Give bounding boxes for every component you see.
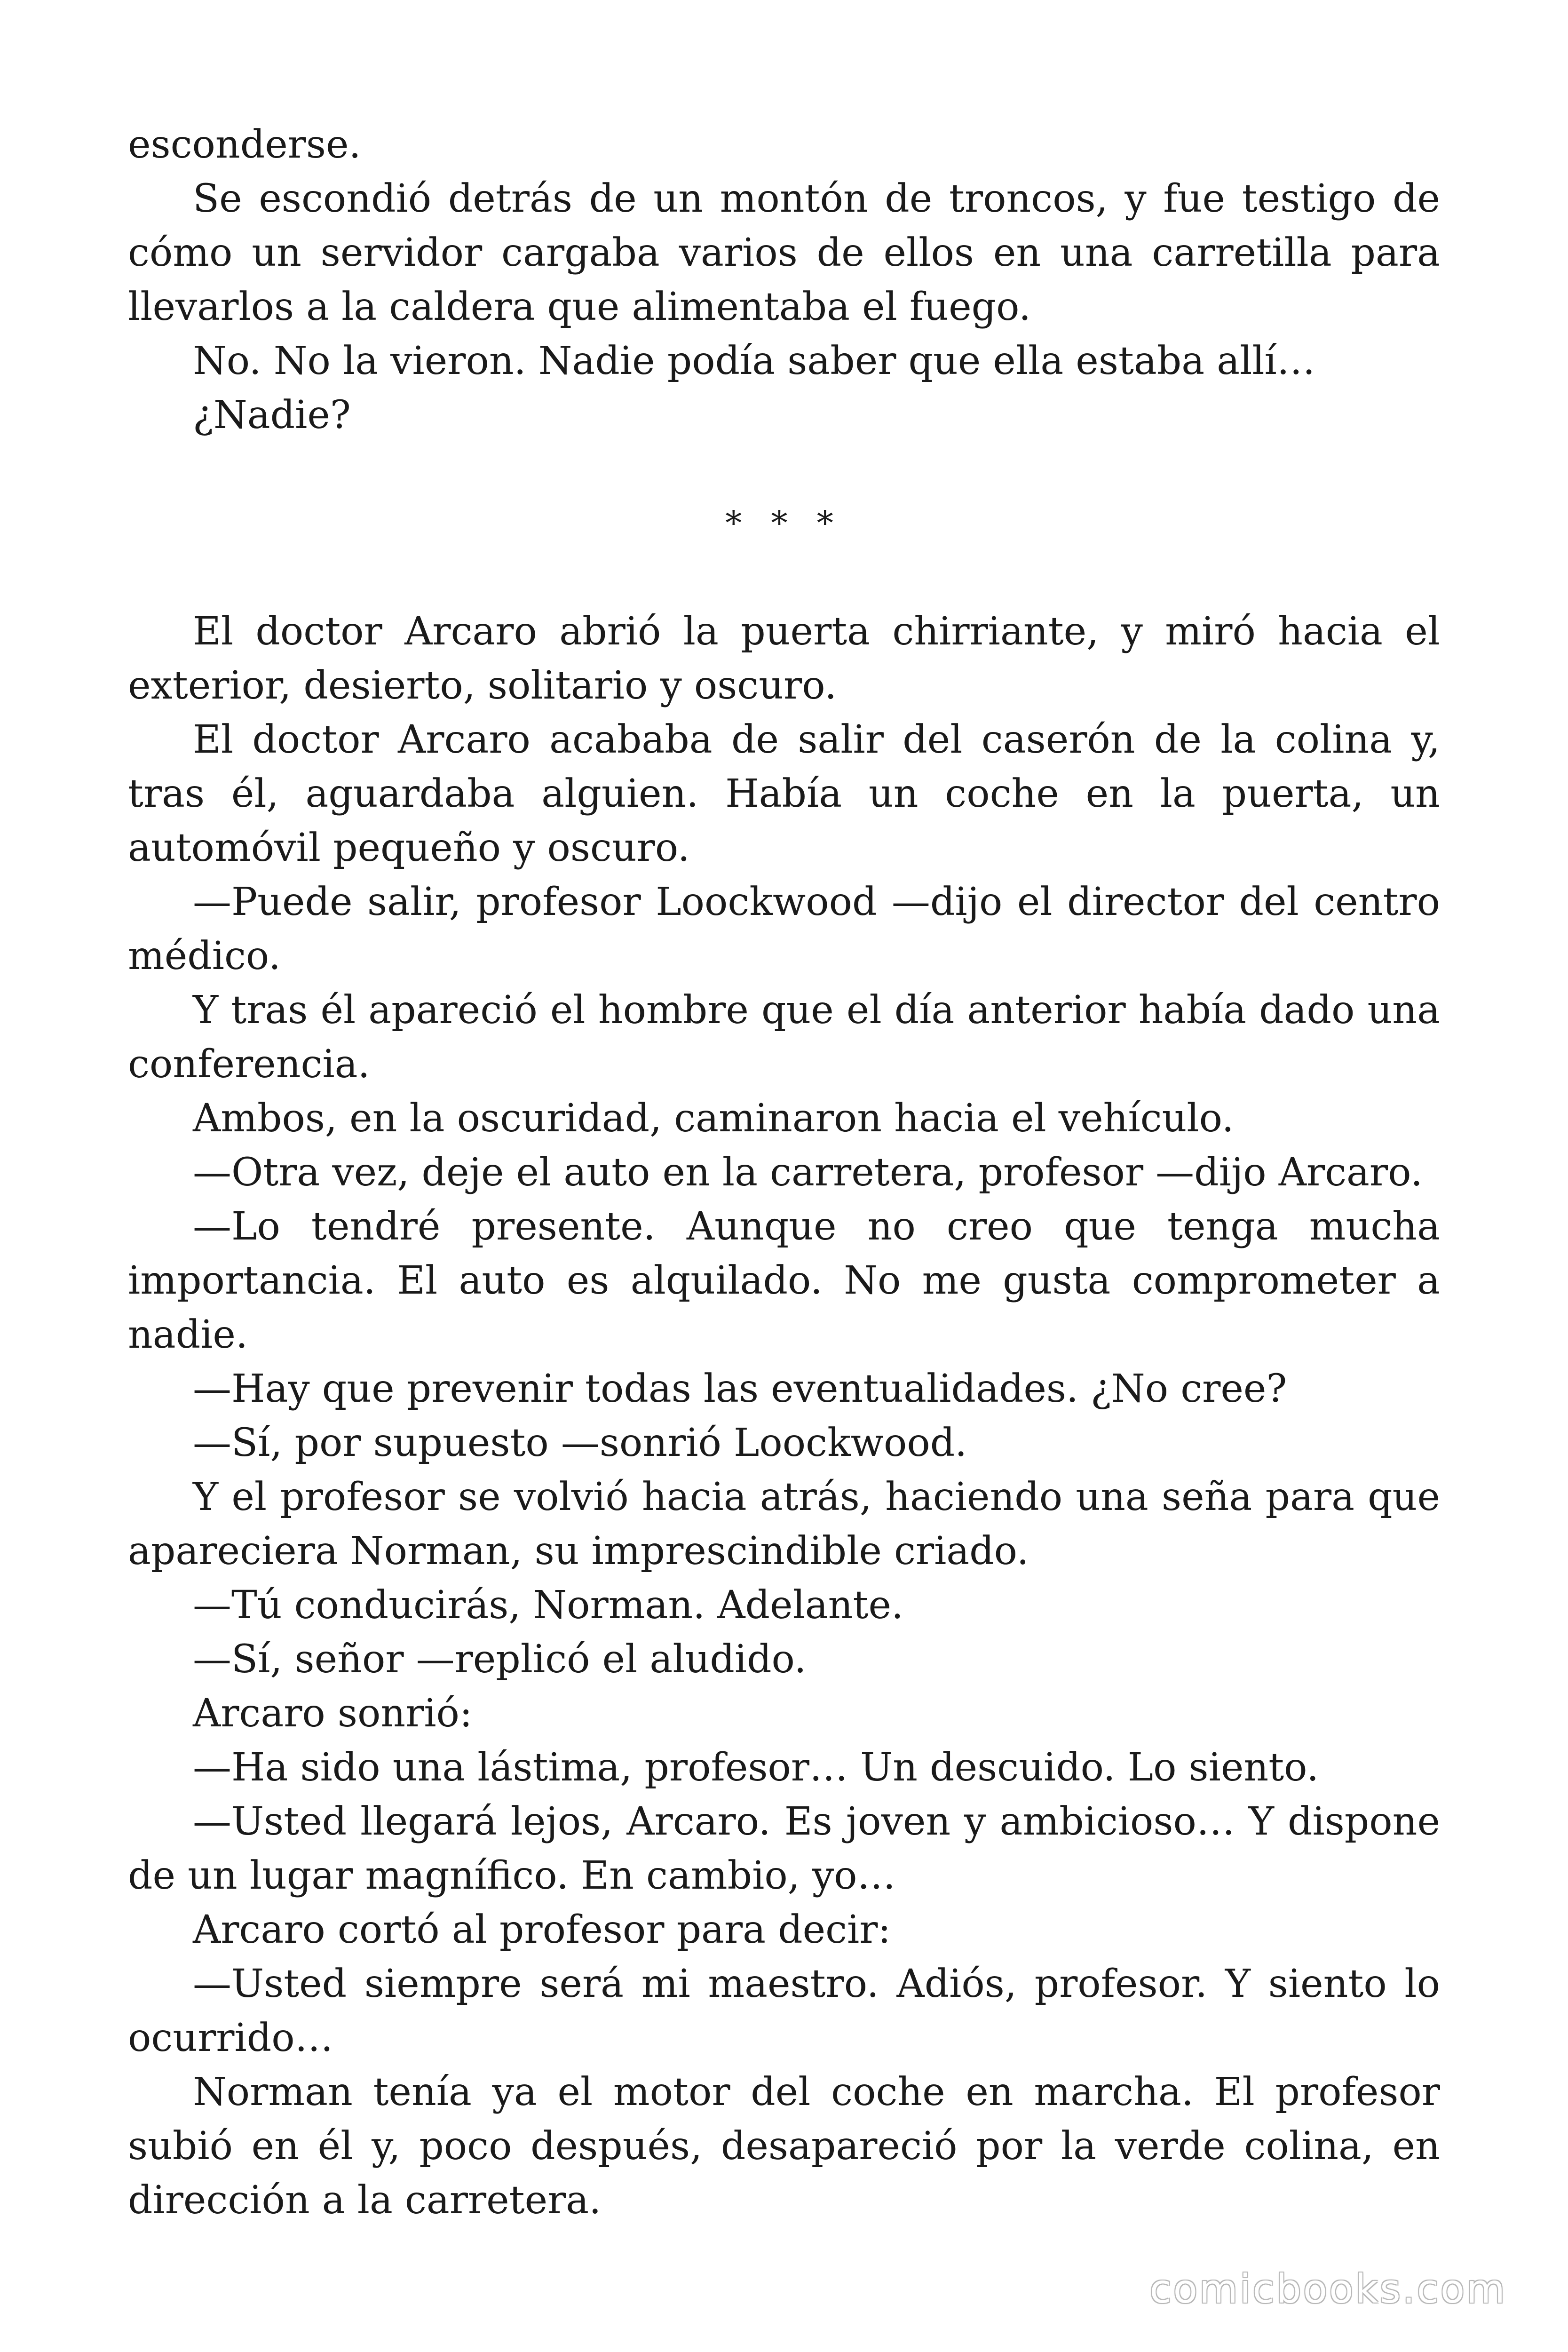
scene-break: * * * [725,504,843,542]
paragraph: —Tú conducirás, Norman. Adelante. [193,1583,904,1628]
paragraph: Ambos, en la oscuridad, caminaron hacia el vehículo. [193,1096,1234,1141]
paragraph: Norman tenía ya el motor del coche en marcha. El profesor subió en él y, poco después, desapareció por la verde colina, en dirección a la carretera. [128,2070,1440,2223]
paragraph: —Puede salir, profesor Loockwood —dijo el director del centro médico. [128,880,1440,978]
paragraph: El doctor Arcaro acababa de salir del caserón de la colina y, tras él, aguardaba alguien. Había un coche en la puerta, un automóvil pequeño y oscuro. [128,717,1440,870]
paragraph: Arcaro sonrió: [193,1691,473,1736]
paragraph: —Sí, señor —replicó el aludido. [193,1637,807,1682]
paragraph: —Usted llegará lejos, Arcaro. Es joven y ambicioso… Y dispone de un lugar magnífico. En cambio, yo… [128,1799,1440,1898]
paragraph: —Usted siempre será mi maestro. Adiós, profesor. Y siento lo ocurrido… [128,1962,1440,2060]
paragraph: —Otra vez, deje el auto en la carretera, profesor —dijo Arcaro. [193,1150,1423,1195]
paragraph: Y tras él apareció el hombre que el día anterior había dado una conferencia. [128,988,1440,1087]
paragraph: Se escondió detrás de un montón de troncos, y fue testigo de cómo un servidor cargaba varios de ellos en una carretilla para llevarlos a la caldera que alimentaba el fuego. [128,176,1440,329]
paragraph: ¿Nadie? [193,393,351,437]
paragraph: Arcaro cortó al profesor para decir: [193,1907,891,1952]
watermark: comicbooks.com [1149,2266,1507,2312]
paragraph: —Hay que prevenir todas las eventualidades. ¿No cree? [193,1367,1287,1411]
paragraph: El doctor Arcaro abrió la puerta chirriante, y miró hacia el exterior, desierto, solitario y oscuro. [128,609,1440,708]
paragraph: —Ha sido una lástima, profesor… Un descuido. Lo siento. [193,1745,1319,1790]
paragraph: No. No la vieron. Nadie podía saber que ella estaba allí… [193,339,1315,383]
paragraph: Y el profesor se volvió hacia atrás, haciendo una seña para que apareciera Norman, su imprescindible criado. [128,1475,1440,1573]
paragraph: esconderse. [128,122,361,167]
book-page [128,118,1440,2227]
paragraph: —Lo tendré presente. Aunque no creo que tenga mucha importancia. El auto es alquilado. No me gusta comprometer a nadie. [128,1204,1440,1357]
paragraph: —Sí, por supuesto —sonrió Loockwood. [193,1421,967,1465]
